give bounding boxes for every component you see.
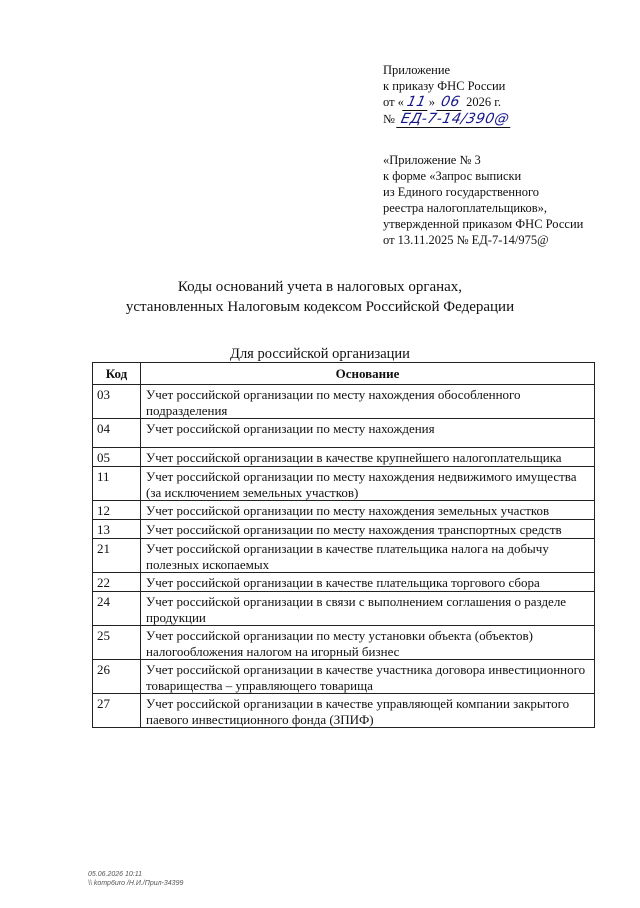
appendix-line: к форме «Запрос выписки [383, 169, 522, 183]
row-code: 12 [93, 501, 141, 520]
row-basis: Учет российской организации по месту нахождения обособленного подразделения [141, 385, 595, 419]
table-row [93, 539, 595, 573]
table-row [93, 385, 595, 419]
handwritten-day: 11 [402, 94, 430, 111]
codes-table [92, 362, 595, 728]
appendix-line: «Приложение № 3 [383, 153, 481, 167]
table-row [93, 419, 595, 448]
row-basis: Учет российской организации в качестве крупнейшего налогоплательщика [141, 448, 595, 467]
approval-block [383, 62, 512, 128]
date-mid: » [428, 95, 436, 109]
row-basis: Учет российской организации по месту нахождения недвижимого имущества (за исключением земельных участков) [141, 467, 595, 501]
print-footer [88, 870, 183, 888]
table-row [93, 448, 595, 467]
row-code: 05 [93, 448, 141, 467]
table-subtitle: Для российской организации [230, 346, 410, 362]
row-basis: Учет российской организации в качестве плательщика торгового сбора [141, 573, 595, 592]
appendix-line: реестра налогоплательщиков», [383, 201, 548, 215]
row-code: 26 [93, 660, 141, 694]
approval-line-2: к приказу ФНС России [383, 79, 506, 93]
row-basis: Учет российской организации в качестве плательщика налога на добычу полезных ископаемых [141, 539, 595, 573]
row-basis: Учет российской организации в качестве участника договора инвестиционного товарищества – управляющего товарища [141, 660, 595, 694]
date-year: 2026 г. [466, 95, 502, 109]
approval-number-line [383, 111, 512, 128]
row-basis: Учет российской организации в качестве управляющей компании закрытого паевого инвестиционного фонда (ЗПИФ) [141, 694, 595, 728]
appendix-3-block [383, 152, 583, 248]
row-code: 24 [93, 592, 141, 626]
row-code: 13 [93, 520, 141, 539]
appendix-line: утвержденной приказом ФНС России [383, 217, 584, 231]
row-code: 03 [93, 385, 141, 419]
approval-date-line [383, 94, 512, 111]
table-row [93, 501, 595, 520]
row-code: 04 [93, 419, 141, 448]
row-code: 21 [93, 539, 141, 573]
footer-path: \\ komp6uro /Н.И./Прил-34399 [88, 880, 184, 887]
row-code: 22 [93, 573, 141, 592]
row-code: 11 [93, 467, 141, 501]
table-row [93, 573, 595, 592]
title-line-1: Коды оснований учета в налоговых органах, [177, 279, 463, 295]
row-code: 27 [93, 694, 141, 728]
footer-timestamp: 05.06.2026 10:11 [88, 871, 142, 878]
appendix-line: из Единого государственного [383, 185, 540, 199]
table-row [93, 592, 595, 626]
appendix-line: от 13.11.2025 № ЕД-7-14/975@ [383, 233, 549, 247]
row-basis: Учет российской организации по месту нахождения [141, 419, 595, 448]
table-row [93, 660, 595, 694]
header-basis: Основание [141, 363, 595, 385]
table-row [93, 694, 595, 728]
approval-line-1: Приложение [383, 63, 451, 77]
handwritten-month: 06 [436, 94, 464, 111]
header-code: Код [93, 363, 141, 385]
table-row [93, 626, 595, 660]
date-prefix: от « [383, 95, 404, 109]
table-row [93, 467, 595, 501]
row-basis: Учет российской организации по месту установки объекта (объектов) налогообложения налогом на игорный бизнес [141, 626, 595, 660]
row-code: 25 [93, 626, 141, 660]
handwritten-order-number: ЕД-7-14/390@ [396, 111, 514, 128]
row-basis: Учет российской организации по месту нахождения земельных участков [141, 501, 595, 520]
row-basis: Учет российской организации по месту нахождения транспортных средств [141, 520, 595, 539]
row-basis: Учет российской организации в связи с выполнением соглашения о разделе продукции [141, 592, 595, 626]
table-header-row [93, 363, 595, 385]
document-title [0, 277, 640, 317]
table-row [93, 520, 595, 539]
title-line-2: установленных Налоговым кодексом Российской Федерации [125, 299, 515, 315]
number-prefix: № [383, 112, 395, 126]
